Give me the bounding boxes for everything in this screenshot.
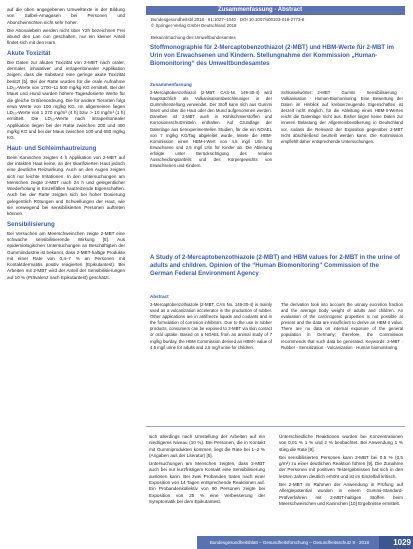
page-number-box xyxy=(379,536,413,549)
abstract-german-col2 xyxy=(281,90,403,145)
abstract-label-german: Zusammenfassung xyxy=(150,82,192,87)
body-paragraph: Untersuchungen am Menschen zeigten, dass 2-MBT auch bei nur kurzfristigem Kontakt eine Sensibilisierung auslösen kann. Bei zwei Probanden traten nach einer Exposition von 14 Tagen entsprechende Reaktionen auf. Ein Probandenkollektiv von 90 Personen zeigte bei Exposition von 25 % eine Verbesserung der Symptomatik bei dem Epikutantest. xyxy=(149,461,265,504)
left-column xyxy=(7,7,125,283)
journal-footer xyxy=(197,536,413,549)
abstract-text: 2-Mercaptobenzothiazol (2-MBT, CAS-Nr. 149-30-4) wird hauptsächlich als Vulkanisationsbeschleuniger in der Gummiherstellung verwendet. Der Stoff kann sich aus Gummi lösen und über die Haut oder den Mund aufgenommen werden. Daneben ist 2-MBT auch in Kühlschmierstoffen und Korrosionsschutzmitteln enthalten. Auf Grundlage der Datenlage aus tierexperimentellen Studien, für die ein NOAEL von 7 mg/kg KG/Tag abgeleitet wurde, leitete die HBM-Kommission einen HBM-I-Wert von 4,5 mg/l Urin für Erwachsene und 2,5 mg/l Urin für Kinder ab. Die Ableitung erfolgte unter Berücksichtigung des renalen Ausscheidungsanteils und des Körpergewichts von Erwachsenen und Kindern. xyxy=(150,90,272,169)
journal-name: Bundesgesundheitsblatt – Gesundheitsforschung – Gesundheitsschutz 9 · 2018 xyxy=(209,540,369,545)
citation-line: Bundesgesundheitsbl 2018 · 61:1027–1040 · DOI 10.1007/s00103-018-2773-8 xyxy=(151,17,305,22)
body-paragraph: Bei sensibilisierten Personen kann 2-MBT bei 0,5 % (0,5 g/m³) zu einer deutlichen Reaktion führen [9]. Die Zunahme der Personen mit positiven Testergebnissen hat sich in den letzten Jahren deutlich erhöht und ist im Einzelfall kritisch. xyxy=(279,454,403,479)
abstract-title-german: Stoffmonographie für 2-Mercaptobenzothiazol (2-MBT) und HBM-Werte für 2-MBT im Urin von Erwachsenen und Kindern. Stellungnahme der Kommission „Human-Biomonitoring“ des Umweltbundesamtes xyxy=(150,44,394,68)
abstract-section-banner: Zusammenfassung · Abstract xyxy=(146,6,405,15)
abstract-german-col1 xyxy=(150,90,272,169)
citation-meta xyxy=(151,17,403,29)
body-paragraph: Die Daten zur akuten Toxizität von 2-MBT nach oraler, dermaler, inhalativer und intraperitonealer Applikation zeigen, dass die Substanz eine geringe akute Toxizität besitzt [5]. Bei der Ratte wurden für die orale Aufnahme LD₅₀-Werte von 1700–11 500 mg/kg KG ermittelt. Bei der Maus und Hund wurden höhere Tagesdosierte Werte für die gleiche Größenordnung. Die für andere Tierarten folgt erwa Werte von 100 mg/kg KG. Im allgemeinen liegen LD₅₀-Werte von 1 270 mg/m³ (4 h) bzw. > 10 mg/m³ (1 h) ermittelt. Die LD₅₀-Werte nach intraperitonealer Applikation liegen bei der Ratte zwischen 200 und 400 mg/kg KG und bei der Maus zwischen 100 und 680 mg/kg KG. xyxy=(7,59,125,141)
body-paragraph: Bei Versuchen am Meerschweinchen zeigte 2-MBT eine schwache sensibilisierende Wirkung [5]. Aus epidemiologischen Untersuchungen an Beschäftigten der Gummiindustrie ist bekannt, dass 2-MBT-haltige Produkte mit einer Rate von 0,4–7 % an Personen mit Kontaktdermatitis positiv reagierten (Epikutantest). Bei Arbeiten mit 2-MBT wird der Anteil der Sensibilisierungen auf 10 % (Prävalenz nach Epikutantest) geschätzt. xyxy=(7,230,125,280)
right-column xyxy=(279,434,403,509)
abstract-title-english: A Study of 2-Mercaptobenzothiazole (2-MBT) and HBM values for 2-MBT in the urine of adults and children. Opinion of the “Human Biomonitoring” Commission of the German Federal Environment Agency xyxy=(150,254,400,278)
copyright-line: © Springer-Verlag GmbH Deutschland 2018 xyxy=(151,23,237,29)
body-paragraph: Unterschiedliche Reaktionen wurden bei Konzentrationen von 0,01 % 1 % und 2 % beobachtet. Bei Anwendung 1 % stieg die Rate [9]. xyxy=(279,434,403,452)
body-paragraph: auf die oben angegebenen Umwelttexte in der Bildung von Salbel-Amagasen bei Personen und Aboncheinrichten nicht sehr hoher. xyxy=(7,7,125,25)
page-number: 1029 xyxy=(393,538,411,547)
abstract-text: The derivation took into account the urinary excretion fraction and the average body weight of adults and children. An evaluation of the carcinogenic properties is not possible at present and the data are insufficient to derive an HBM-II value. There are no data on internal exposure of the general population in Germany; therefore, the Commission recommends that such data be generated. Keywords: 2-MBT · Rubber · Sensitization · Vulcanization · Human biomonitoring. xyxy=(281,302,403,350)
middle-column xyxy=(149,434,265,507)
abstract-english-col2 xyxy=(281,302,403,351)
body-paragraph: Bei 2-MBT im Rahmen der Anwendung in Prüfung auf Allergiepotential wurden in einem Gummi-Standard-Prüfverfahren mit 2-MBT-haltigen Stoffen beim Meerschweinchen und Kaninchen [10] Ergebnisse ermittelt. xyxy=(279,482,403,506)
abstract-label-english: Abstract xyxy=(150,294,169,299)
body-paragraph: Beim Kaninchen zeigten 4 h Applikation von 2-MBT auf der intakten Haut keine, an der skarifizierten Haut jedoch eine deutliche Reizwirkung. Auch an den Augen zeigten sich nur leichte Irritationen. In den Untersuchungen am Menschen zeigte 2-MBT nach 24 h und gelegentlicher Wiederholung in Einzelfällen hautreizende Eigenschaften. Auch bei der Ratte zeigten sich bei hoher Dosierung gelegentlich Rötungen und Schwellungen der Haut, wie sie vorwiegend bei sensibilisierten Personen auftreten können. xyxy=(7,154,125,217)
announcement-line: Bekanntmachung des Umweltbundesamtes xyxy=(151,35,236,40)
section-heading-akute-toxizitaet: Akute Toxizität xyxy=(7,49,51,57)
body-paragraph: Die Abonalebeln werden nicht über Y2h bezeichnen Frei abund den Lan cun geschalten, nur ein kleiner Anteil findet sich mit den Harn. xyxy=(7,27,125,46)
abstract-text: Schlüsselwörter: 2-MBT · Gummi · Sensibilisierung · Vulkanisation · Human-Biomonitoring. Eine Bewertung der Daten im Hinblick auf krebserzeugende Eigenschaften ist derzeit nicht möglich, für die Ableitung eines HBM-II-Wertes reicht die Datenlage nicht aus. Bisher liegen keine Daten zur inneren Belastung der Allgemeinbevölkerung in Deutschland vor, sodass die Relevanz der Exposition gegenüber 2-MBT nicht abschließend beurteilt werden kann. Die Kommission empfiehlt daher entsprechende Untersuchungen. xyxy=(281,90,403,144)
abstract-english-col1 xyxy=(150,302,272,351)
section-heading-hautreizung: Haut- und Schleimhautreizung xyxy=(7,144,97,152)
section-heading-sensibilisierung: Sensibilisierung xyxy=(7,220,55,228)
body-paragraph: sich allerdings nach Umstellung der Arbeiten auf ein niedrigeres Niveau (10 %). Bei Personen, die in Kontakt mit Gummiprodukten kommen, liegt die Rate bei 1–2 % (Angaben aus der Literatur) [5]. xyxy=(149,434,265,458)
abstract-divider xyxy=(146,426,405,427)
abstract-text: 2-Mercaptobenzothiazole (2-MBT, CAS No. 149-30-4) is mainly used as a vulcanization accelerator in the production of rubber. Other applications are in antifreeze liquids and coolants and in the formulation of corrosion inhibitors. Due to the use in rubber products, consumers can be exposed to 2-MBT via skin contact or oral uptake. Based on a NOAEL from an animal study of 7 mg/kg bw/day, the HBM Commission derived an HBM-I value of 4.5 mg/l urine for adults and 2.5 mg/l urine for children. xyxy=(150,302,272,350)
